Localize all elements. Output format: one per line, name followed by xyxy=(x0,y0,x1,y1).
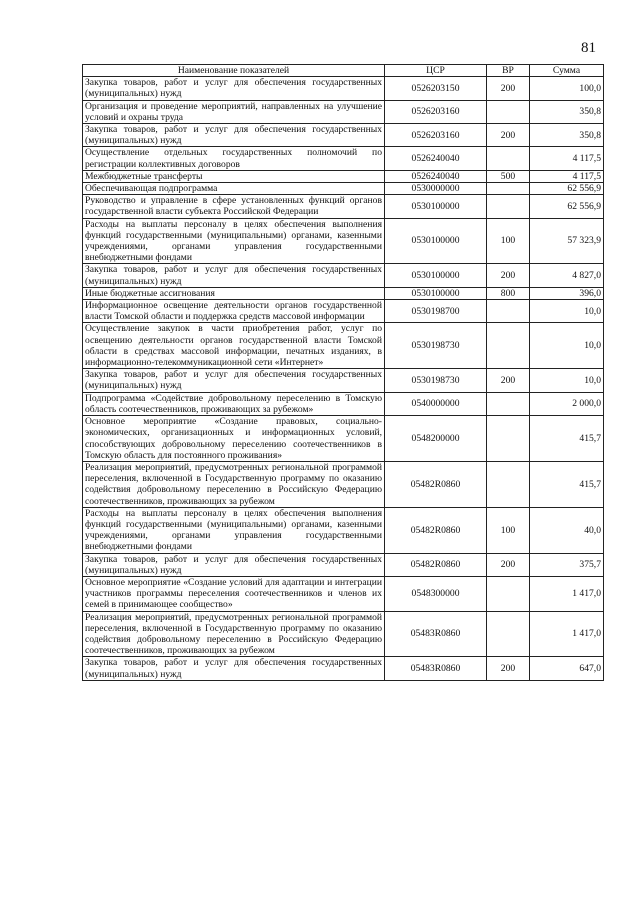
row-csr-cell: 05483R0860 xyxy=(385,657,487,680)
row-vr-cell: 800 xyxy=(487,287,530,299)
row-vr-cell xyxy=(487,576,530,611)
row-name-cell: Закупка товаров, работ и услуг для обеспечения государственных (муниципальных) нужд xyxy=(83,369,385,392)
table-row xyxy=(83,183,604,195)
budget-table xyxy=(82,64,604,681)
row-csr-cell: 0526203150 xyxy=(385,77,487,100)
table-row xyxy=(83,392,604,415)
row-csr-cell: 0530198730 xyxy=(385,369,487,392)
row-sum-cell: 62 556,9 xyxy=(530,195,604,218)
row-name-cell: Иные бюджетные ассигнования xyxy=(83,287,385,299)
table-row xyxy=(83,611,604,657)
table-row xyxy=(83,461,604,507)
row-sum-cell: 415,7 xyxy=(530,461,604,507)
row-csr-cell: 0540000000 xyxy=(385,392,487,415)
row-csr-cell: 0548300000 xyxy=(385,576,487,611)
row-vr-cell xyxy=(487,195,530,218)
row-csr-cell: 0530100000 xyxy=(385,264,487,287)
row-csr-cell: 05483R0860 xyxy=(385,611,487,657)
row-vr-cell xyxy=(487,100,530,123)
row-csr-cell: 0530198730 xyxy=(385,323,487,369)
table-row xyxy=(83,195,604,218)
row-sum-cell: 415,7 xyxy=(530,416,604,462)
row-csr-cell: 05482R0860 xyxy=(385,553,487,576)
table-row xyxy=(83,507,604,553)
table-row xyxy=(83,369,604,392)
table-row xyxy=(83,287,604,299)
row-name-cell: Обеспечивающая подпрограмма xyxy=(83,183,385,195)
row-vr-cell: 200 xyxy=(487,657,530,680)
row-name-cell: Основное мероприятие «Создание правовых, социально-экономических, организационных и информационных условий, способствующих добровольному переселению соотечественников в Томскую область для постоянного проживания» xyxy=(83,416,385,462)
table-row xyxy=(83,147,604,170)
row-sum-cell: 4 117,5 xyxy=(530,170,604,182)
row-csr-cell: 0526203160 xyxy=(385,124,487,147)
row-vr-cell xyxy=(487,611,530,657)
row-name-cell: Осуществление закупок в части приобретения работ, услуг по освещению деятельности органов государственной власти Томской области в средствах массовой информации, печатных изданиях, в информационно-телекоммуникационной сети «Интернет» xyxy=(83,323,385,369)
row-csr-cell: 0530100000 xyxy=(385,218,487,264)
row-name-cell: Закупка товаров, работ и услуг для обеспечения государственных (муниципальных) нужд xyxy=(83,77,385,100)
row-sum-cell: 100,0 xyxy=(530,77,604,100)
table-row xyxy=(83,77,604,100)
table-row xyxy=(83,124,604,147)
header-vr: ВР xyxy=(487,65,530,77)
row-name-cell: Руководство и управление в сфере установленных функций органов государственной власти субъекта Российской Федерации xyxy=(83,195,385,218)
row-sum-cell: 375,7 xyxy=(530,553,604,576)
row-name-cell: Подпрограмма «Содействие добровольному переселению в Томскую область соотечественников, проживающих за рубежом» xyxy=(83,392,385,415)
row-vr-cell xyxy=(487,323,530,369)
row-name-cell: Закупка товаров, работ и услуг для обеспечения государственных (муниципальных) нужд xyxy=(83,553,385,576)
row-sum-cell: 2 000,0 xyxy=(530,392,604,415)
table-body xyxy=(83,77,604,681)
row-csr-cell: 0526240040 xyxy=(385,170,487,182)
row-sum-cell: 4 117,5 xyxy=(530,147,604,170)
header-name: Наименование показателей xyxy=(83,65,385,77)
row-sum-cell: 40,0 xyxy=(530,507,604,553)
row-csr-cell: 0530100000 xyxy=(385,287,487,299)
row-name-cell: Осуществление отдельных государственных полномочий по регистрации коллективных договоров xyxy=(83,147,385,170)
row-csr-cell: 05482R0860 xyxy=(385,507,487,553)
row-sum-cell: 62 556,9 xyxy=(530,183,604,195)
table-row xyxy=(83,264,604,287)
header-sum: Сумма xyxy=(530,65,604,77)
row-vr-cell: 200 xyxy=(487,124,530,147)
table-row xyxy=(83,576,604,611)
table-row xyxy=(83,553,604,576)
row-sum-cell: 10,0 xyxy=(530,369,604,392)
row-vr-cell: 100 xyxy=(487,507,530,553)
row-name-cell: Основное мероприятие «Создание условий для адаптации и интеграции участников программы переселения соотечественников и членов их семей в принимающее сообщество» xyxy=(83,576,385,611)
row-sum-cell: 10,0 xyxy=(530,323,604,369)
row-sum-cell: 1 417,0 xyxy=(530,576,604,611)
row-sum-cell: 57 323,9 xyxy=(530,218,604,264)
row-name-cell: Закупка товаров, работ и услуг для обеспечения государственных (муниципальных) нужд xyxy=(83,124,385,147)
row-name-cell: Расходы на выплаты персоналу в целях обеспечения выполнения функций государственными (муниципальными) органами, казенными учреждениями, органами управления государственными внебюджетными фондами xyxy=(83,218,385,264)
row-csr-cell: 0530198700 xyxy=(385,300,487,323)
row-vr-cell xyxy=(487,461,530,507)
table-header-row xyxy=(83,65,604,77)
table-row xyxy=(83,218,604,264)
table-row xyxy=(83,170,604,182)
row-vr-cell: 200 xyxy=(487,77,530,100)
row-sum-cell: 350,8 xyxy=(530,100,604,123)
row-name-cell: Реализация мероприятий, предусмотренных региональной программой переселения, включенной в Государственную программу по оказанию содействия добровольному переселению в Российскую Федерацию соотечественников, проживающих за рубежом xyxy=(83,611,385,657)
table-row xyxy=(83,300,604,323)
row-name-cell: Закупка товаров, работ и услуг для обеспечения государственных (муниципальных) нужд xyxy=(83,264,385,287)
row-vr-cell: 200 xyxy=(487,369,530,392)
row-vr-cell xyxy=(487,183,530,195)
row-vr-cell: 200 xyxy=(487,553,530,576)
row-sum-cell: 4 827,0 xyxy=(530,264,604,287)
row-name-cell: Реализация мероприятий, предусмотренных региональной программой переселения, включенной в Государственную программу по оказанию содействия добровольному переселению в Российскую Федерацию соотечественников, проживающих за рубежом xyxy=(83,461,385,507)
row-name-cell: Расходы на выплаты персоналу в целях обеспечения выполнения функций государственными (муниципальными) органами, казенными учреждениями, органами управления государственными внебюджетными фондами xyxy=(83,507,385,553)
row-sum-cell: 647,0 xyxy=(530,657,604,680)
header-csr: ЦСР xyxy=(385,65,487,77)
row-vr-cell: 100 xyxy=(487,218,530,264)
row-csr-cell: 0530000000 xyxy=(385,183,487,195)
row-name-cell: Межбюджетные трансферты xyxy=(83,170,385,182)
row-name-cell: Информационное освещение деятельности органов государственной власти Томской области и поддержка средств массовой информации xyxy=(83,300,385,323)
row-name-cell: Организация и проведение мероприятий, направленных на улучшение условий и охраны труда xyxy=(83,100,385,123)
table-row xyxy=(83,323,604,369)
row-sum-cell: 10,0 xyxy=(530,300,604,323)
row-sum-cell: 350,8 xyxy=(530,124,604,147)
row-vr-cell xyxy=(487,392,530,415)
table-row xyxy=(83,657,604,680)
row-csr-cell: 0526240040 xyxy=(385,147,487,170)
row-csr-cell: 0526203160 xyxy=(385,100,487,123)
page-number: 81 xyxy=(581,40,596,56)
row-csr-cell: 05482R0860 xyxy=(385,461,487,507)
row-sum-cell: 396,0 xyxy=(530,287,604,299)
row-vr-cell xyxy=(487,416,530,462)
row-csr-cell: 0530100000 xyxy=(385,195,487,218)
row-vr-cell xyxy=(487,147,530,170)
table-row xyxy=(83,416,604,462)
row-name-cell: Закупка товаров, работ и услуг для обеспечения государственных (муниципальных) нужд xyxy=(83,657,385,680)
row-csr-cell: 0548200000 xyxy=(385,416,487,462)
row-vr-cell: 500 xyxy=(487,170,530,182)
row-sum-cell: 1 417,0 xyxy=(530,611,604,657)
row-vr-cell: 200 xyxy=(487,264,530,287)
table-row xyxy=(83,100,604,123)
row-vr-cell xyxy=(487,300,530,323)
